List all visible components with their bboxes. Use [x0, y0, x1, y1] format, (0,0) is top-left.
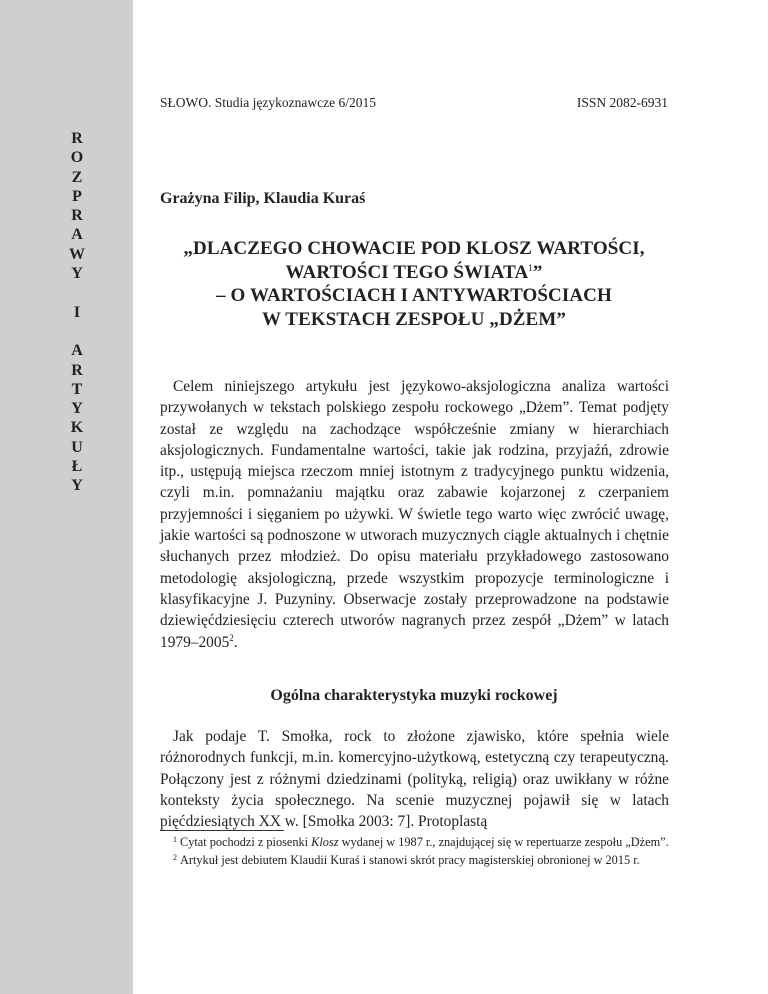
footnote-text: wydanej w 1987 r., znajdującej się w repertuarze zespołu „Dżem”.: [338, 835, 669, 849]
section-label-letter: I: [73, 303, 81, 321]
title-quote-end: ”: [532, 261, 543, 283]
section-label-letter: Y: [71, 477, 83, 495]
section-label-letter: W: [69, 245, 85, 263]
section-label-letter: K: [70, 419, 84, 437]
section-label-letter: R: [71, 361, 83, 379]
footnote-text: Artykuł jest debiutem Klaudii Kuraś i stanowi skrót pracy magisterskiej obronionej w 2015 r.: [180, 853, 640, 867]
section-label-letter: Ł: [71, 458, 83, 476]
footnote-ref-2[interactable]: 2: [229, 632, 234, 643]
abstract-text: Celem niniejszego artykułu jest językowo-aksjologiczna analiza wartości przywołanych w tekstach polskiego zespołu rockowego „Dżem”. Temat podjęty został ze względu na zachodzące współcześnie zmiany w hierarchiach aksjologicznych. Fundamentalne wartości, takie jak rodzina, przyjaźń, zdrowie itp., ustępują miejsca rzeczom mniej istotnym z tradycyjnego punktu widzenia, czyli m.in. pomnażaniu majątku oraz zabawie kojarzonej z czerpaniem przyjemności i sięganiem po używki. W świetle tego warto więc zwrócić uwagę, jakie wartości są podnoszone w utworach muzycznych ciągle aktualnych i chętnie słuchanych przez młodzież. Do opisu materiału przykładowego zastosowano metodologię aksjologiczną, przede wszystkim propozycje terminologiczne i klasyfikacyjne J. Puzyniny. Obserwacje zostały przeprowadzone na podstawie dziewięćdziesięciu czterech utworów nagranych przez zespół „Dżem” w latach 1979–2005: [160, 378, 669, 651]
article-title: [160, 237, 668, 331]
abstract-paragraph: [160, 376, 669, 653]
section-label-letter: R: [71, 130, 83, 147]
section-label-letter: P: [72, 187, 82, 205]
abstract-end: .: [233, 633, 238, 651]
section-label-letter: R: [71, 207, 83, 225]
section-label-vertical: [0, 129, 154, 496]
section-label-letter: [0, 322, 154, 341]
title-line: W TEKSTACH ZESPOŁU „DŻEM”: [262, 308, 566, 330]
journal-title: SŁOWO. Studia językoznawcze 6/2015: [160, 95, 376, 110]
footnote-2: [160, 851, 669, 869]
footnotes: [160, 833, 669, 869]
section-label-letter: A: [71, 226, 83, 244]
footnote-ref-1[interactable]: 1: [528, 262, 533, 273]
title-line: – O WARTOŚCIACH I ANTYWARTOŚCIACH: [216, 285, 612, 306]
title-line-text: WARTOŚCI TEGO ŚWIATA: [285, 261, 529, 283]
section-label-letter: [0, 283, 154, 302]
issn: ISSN 2082-6931: [576, 95, 668, 110]
footnote-number: 2: [173, 853, 177, 862]
footnote-song-title: Klosz: [311, 835, 339, 849]
section-label-letter: Y: [71, 265, 83, 283]
section-label-letter: U: [71, 438, 83, 456]
section-label-letter: A: [71, 342, 83, 360]
article-authors: Grażyna Filip, Klaudia Kuraś: [160, 190, 366, 207]
section-label-letter: T: [71, 380, 83, 398]
body-paragraph: Jak podaje T. Smołka, rock to złożone zjawisko, które spełnia wiele różnorodnych funkcji, m.in. komercyjno-użytkową, estetyczną czy terapeutyczną. Połączony jest z różnymi dziedzinami (polityką, religią) oraz uwikłany w różne konteksty życia społecznego. Na scenie muzycznej pojawił się w latach pięćdziesiątych XX w. [Smołka 2003: 7]. Protoplastą: [160, 728, 669, 831]
footnote-divider: [160, 830, 284, 831]
footnote-text: Cytat pochodzi z piosenki: [180, 835, 312, 849]
section-label-letter: O: [70, 149, 84, 167]
section-heading: Ogólna charakterystyka muzyki rockowej: [270, 687, 558, 704]
section-label-letter: Z: [71, 168, 83, 186]
footnote-1: [160, 833, 669, 851]
title-line: [160, 261, 668, 285]
footnote-number: 1: [173, 835, 177, 844]
title-line: „DLACZEGO CHOWACIE POD KLOSZ WARTOŚCI,: [183, 238, 645, 259]
section-label-letter: Y: [71, 400, 83, 418]
